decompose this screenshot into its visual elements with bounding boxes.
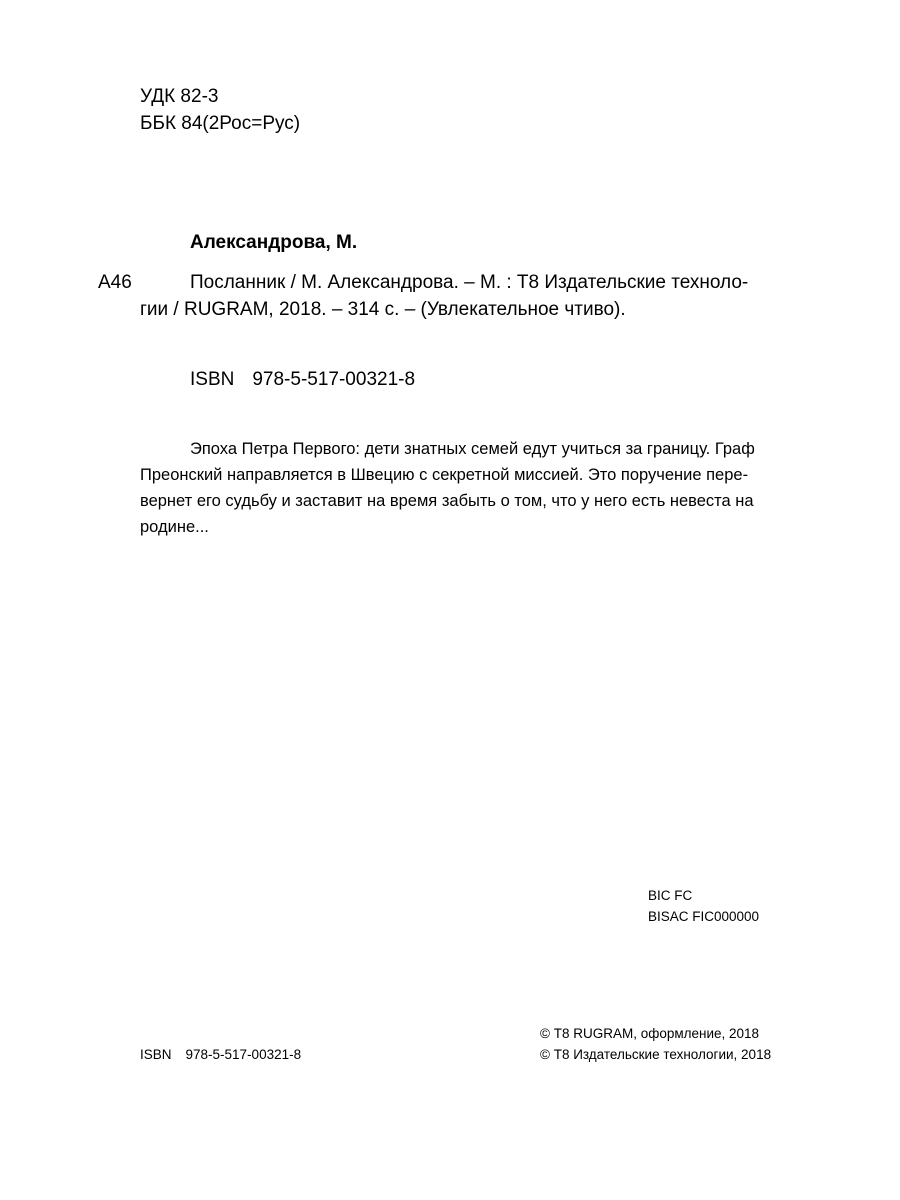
isbn-main (190, 366, 415, 393)
isbn-footer (140, 1044, 301, 1065)
isbn-label: ISBN (190, 369, 235, 390)
isbn-footer-label: ISBN (140, 1047, 172, 1062)
bibliographic-title-line-2: гии / RUGRAM, 2018. – 314 с. – (Увлекательное чтиво). (140, 299, 626, 320)
annotation-line: родине... (140, 518, 209, 536)
copyright-line-1: © Т8 RUGRAM, оформление, 2018 (540, 1026, 760, 1041)
annotation-line: Эпоха Петра Первого: дети знатных семей едут учиться за границу. Граф (190, 440, 755, 458)
bisac-code: BISAC FIC000000 (648, 909, 760, 924)
bic-code: BIC FC (648, 888, 693, 903)
copyright-line-2: © Т8 Издательские технологии, 2018 (540, 1047, 772, 1062)
isbn-number: 978-5-517-00321-8 (252, 369, 416, 390)
udk-code: УДК 82-3 (140, 86, 219, 107)
author-sign: А46 (98, 272, 132, 293)
bibliographic-title-line-1: Посланник / М. Александрова. – М. : Т8 Издательские техноло- (190, 272, 749, 293)
annotation-line: вернет его судьбу и заставит на время забыть о том, что у него есть невеста на (140, 492, 754, 510)
author-heading: Александрова, М. (190, 232, 358, 253)
isbn-footer-number: 978-5-517-00321-8 (185, 1047, 302, 1062)
bbk-code: ББК 84(2Рос=Рус) (140, 113, 301, 134)
annotation-line: Преонский направляется в Швецию с секретной миссией. Это поручение пере- (140, 466, 749, 484)
